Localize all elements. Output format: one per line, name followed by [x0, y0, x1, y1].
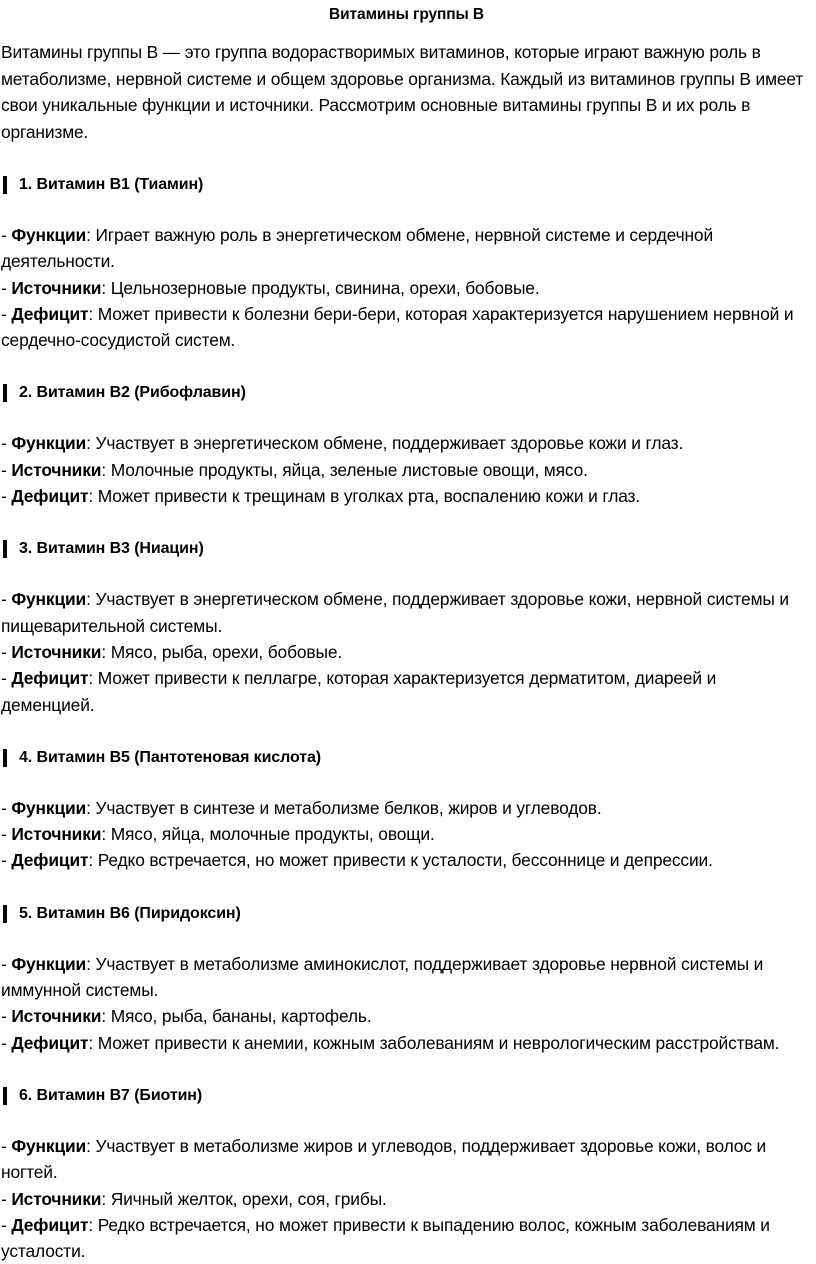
section-items [1, 586, 812, 717]
section-heading [1, 380, 812, 406]
section-items [1, 951, 812, 1056]
item-text: : Участвует в метаболизме жиров и углеводов, поддерживает здоровье кожи, волос и ногтей. [1, 1135, 767, 1183]
item-text: : Мясо, яйца, молочные продукты, овощи. [101, 824, 435, 845]
item-key: Функции [11, 589, 87, 610]
item-text: : Молочные продукты, яйца, зеленые листовые овощи, мясо. [101, 459, 588, 480]
item-key: Функции [11, 1135, 87, 1156]
item-dash: - [1, 953, 12, 974]
heading-marker-bar [3, 384, 7, 402]
item-text: : Участвует в метаболизме аминокислот, поддерживает здоровье нервной системы и иммунной системы. [1, 953, 764, 1001]
functions-item [1, 430, 812, 456]
item-key: Функции [11, 953, 87, 974]
section-heading [1, 536, 812, 562]
item-key: Источники [11, 1006, 102, 1027]
item-dash: - [1, 1188, 12, 1209]
item-text: : Может привести к пеллагре, которая характеризуется дерматитом, диареей и деменцией. [1, 668, 717, 715]
sections-container [1, 145, 812, 1264]
functions-item [1, 795, 812, 821]
item-dash: - [1, 850, 12, 871]
heading-marker-bar [3, 905, 7, 923]
page-title: Витамины группы В [329, 6, 484, 23]
item-text: : Может привести к трещинам в уголках рта, воспалению кожи и глаз. [88, 486, 641, 507]
deficiency-item [1, 665, 812, 718]
item-key: Дефицит [11, 1214, 89, 1235]
item-text: : Яичный желток, орехи, соя, грибы. [101, 1188, 387, 1209]
item-key: Дефицит [11, 303, 89, 324]
item-dash: - [1, 1135, 12, 1156]
section-heading [1, 172, 812, 198]
section-heading [1, 901, 812, 927]
item-key: Источники [11, 277, 102, 298]
item-dash: - [1, 303, 12, 324]
item-text: : Мясо, рыба, орехи, бобовые. [101, 641, 343, 662]
item-key: Дефицит [11, 668, 89, 689]
deficiency-item [1, 1212, 812, 1264]
sources-item [1, 639, 812, 665]
section-items [1, 1133, 812, 1264]
section-title: 2. Витамин B2 (Рибофлавин) [19, 384, 246, 402]
heading-marker-bar [3, 1087, 7, 1105]
item-dash: - [1, 433, 12, 454]
sources-item [1, 821, 812, 847]
item-key: Функции [11, 433, 87, 454]
section-heading [1, 1083, 812, 1109]
item-text: : Участвует в энергетическом обмене, поддерживает здоровье кожи и глаз. [86, 433, 684, 454]
section-title: 3. Витамин B3 (Ниацин) [19, 540, 204, 558]
item-key: Дефицит [11, 850, 89, 871]
functions-item [1, 222, 812, 275]
heading-marker-bar [3, 749, 7, 767]
item-key: Источники [11, 641, 102, 662]
item-text: : Играет важную роль в энергетическом обмене, нервной системе и сердечной деятельности. [1, 225, 714, 272]
deficiency-item [1, 1030, 812, 1056]
intro-paragraph: Витамины группы В — это группа водорастворимых витаминов, которые играют важную роль в метаболизме, нервной системе и общем здоровье организма. Каждый из витаминов группы В имеет свои уникальные функции и источники. Рассмотрим основные витамины группы В и их роль в организме. [1, 42, 804, 142]
deficiency-item [1, 483, 812, 509]
item-dash: - [1, 797, 12, 818]
section-items [1, 430, 812, 509]
item-text: : Редко встречается, но может привести к усталости, бессоннице и депрессии. [88, 850, 713, 871]
item-text: : Участвует в синтезе и метаболизме белков, жиров и углеводов. [86, 797, 602, 818]
item-dash: - [1, 486, 12, 507]
item-dash: - [1, 225, 12, 245]
item-key: Функции [11, 797, 87, 818]
item-text: : Мясо, рыба, бананы, картофель. [101, 1006, 372, 1027]
item-key: Дефицит [11, 1032, 89, 1053]
item-key: Источники [11, 824, 102, 845]
item-text: : Может привести к анемии, кожным заболеваниям и неврологическим расстройствам. [88, 1032, 780, 1053]
item-text: : Редко встречается, но может привести к выпадению волос, кожным заболеваниям и усталости. [1, 1214, 770, 1262]
deficiency-item [1, 301, 812, 354]
item-dash: - [1, 1006, 12, 1027]
item-dash: - [1, 589, 12, 610]
item-dash: - [1, 1214, 12, 1235]
section-title: 4. Витамин B5 (Пантотеновая кислота) [19, 748, 321, 766]
section-title: 1. Витамин B1 (Тиамин) [19, 176, 204, 193]
functions-item [1, 951, 812, 1004]
sources-item [1, 1186, 812, 1212]
heading-marker-bar [3, 176, 7, 194]
functions-item [1, 586, 812, 639]
section-items [1, 795, 812, 874]
item-text: : Участвует в энергетическом обмене, поддерживает здоровье кожи, нервной системы и пищеварительной системы. [1, 589, 789, 636]
section-title: 5. Витамин B6 (Пиридоксин) [19, 904, 241, 922]
item-dash: - [1, 459, 12, 480]
deficiency-item [1, 847, 812, 873]
item-dash: - [1, 824, 12, 845]
item-key: Источники [11, 459, 102, 480]
sources-item [1, 275, 812, 301]
item-key: Дефицит [11, 486, 89, 507]
item-dash: - [1, 641, 12, 662]
item-key: Функции [11, 225, 87, 245]
item-key: Источники [11, 1188, 102, 1209]
functions-item [1, 1133, 812, 1186]
section-items [1, 222, 812, 353]
sources-item [1, 457, 812, 483]
item-text: : Может привести к болезни бери-бери, которая характеризуется нарушением нервной и сердечно-сосудистой систем. [1, 303, 794, 351]
item-text: : Цельнозерновые продукты, свинина, орехи, бобовые. [101, 277, 540, 298]
item-dash: - [1, 277, 12, 298]
sources-item [1, 1003, 812, 1029]
item-dash: - [1, 1032, 12, 1053]
section-title: 6. Витамин B7 (Биотин) [19, 1086, 203, 1104]
section-heading [1, 745, 812, 771]
item-dash: - [1, 668, 12, 689]
heading-marker-bar [3, 540, 7, 558]
